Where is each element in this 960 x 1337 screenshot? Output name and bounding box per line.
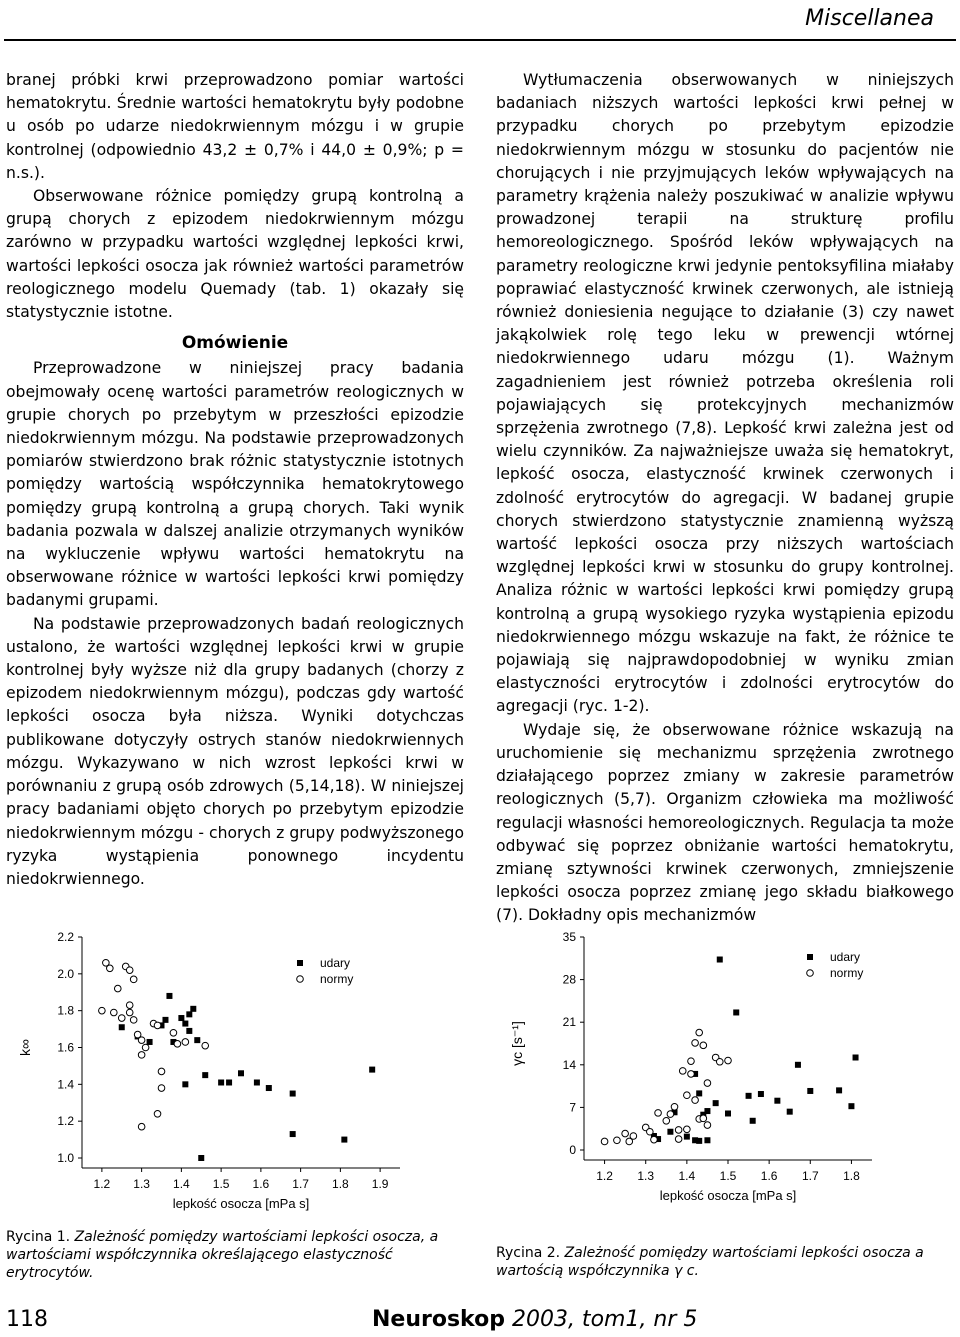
y-tick-label: 28	[562, 972, 576, 987]
y-axis-label: k∞	[17, 1039, 33, 1056]
data-point-udary	[725, 1110, 731, 1116]
y-tick-label: 35	[562, 930, 576, 944]
figure-2	[488, 925, 960, 1220]
right-column	[496, 69, 954, 928]
y-tick-label: 0	[569, 1143, 576, 1157]
x-tick-label: 1.4	[678, 1169, 696, 1183]
data-point-udary	[807, 1088, 813, 1094]
data-point-normy	[601, 1138, 608, 1145]
data-point-normy	[630, 1133, 637, 1140]
y-tick-label: 21	[562, 1015, 576, 1030]
data-point-udary	[202, 1072, 208, 1078]
data-point-udary	[254, 1079, 260, 1085]
data-point-normy	[692, 1097, 699, 1104]
data-point-normy	[725, 1057, 732, 1064]
data-point-normy	[138, 1123, 145, 1130]
data-point-normy	[174, 1041, 181, 1048]
x-tick-label: 1.7	[292, 1177, 309, 1191]
data-point-normy	[704, 1122, 711, 1129]
data-point-normy	[622, 1130, 629, 1137]
data-point-normy	[704, 1080, 711, 1087]
legend-label: udary	[830, 950, 861, 964]
y-axis-label: γc [s⁻¹]	[509, 1021, 525, 1066]
y-tick-label: 2.0	[57, 966, 74, 981]
x-tick-label: 1.8	[332, 1177, 349, 1191]
data-point-normy	[158, 1068, 165, 1075]
data-point-normy	[114, 985, 121, 992]
journal-name: Neuroskop	[372, 1307, 505, 1332]
data-point-udary	[750, 1118, 756, 1124]
data-point-normy	[142, 1044, 149, 1051]
data-point-normy	[182, 1039, 189, 1046]
data-point-udary	[238, 1070, 244, 1076]
data-point-udary	[696, 1090, 702, 1096]
data-point-normy	[675, 1127, 682, 1134]
data-point-normy	[107, 965, 114, 972]
caption-text: Zależność pomiędzy wartościami lepkości osocza a wartością współczynnika γ c.	[496, 1245, 924, 1279]
data-point-normy	[663, 1117, 670, 1124]
y-tick-label: 14	[562, 1057, 576, 1072]
data-point-normy	[692, 1040, 699, 1047]
x-axis-label: lepkość osocza [mPa s]	[659, 1188, 797, 1203]
data-point-normy	[126, 1002, 133, 1009]
legend-marker-normy	[297, 976, 304, 983]
data-point-udary	[369, 1067, 375, 1073]
y-tick-label: 1.8	[57, 1003, 74, 1018]
data-point-udary	[713, 1100, 719, 1106]
paragraph: Na podstawie przeprowadzonych badań reologicznych ustalono, że wartości względnej lepkości krwi w grupie kontrolnej były wyższe niż dla grupy badanych (chorzy z epizodem niedokrwiennym mózgu), podczas gdy wartość lepkości osocza była niższa. Wyniki dotychczas publikowane dotyczyły ostrych stanów niedokrwiennych mózgu. Wykazywano w nich wzrost lepkości krwi w porównaniu z grupą osób zdrowych (5,14,18). W niniejszej pracy badaniami objęto chorych po przebytym epizodzie niedokrwiennym mózgu - chorych z grupy podwyższonego ryzyka wystąpienia ponownego incydentu niedokrwiennego.	[6, 614, 464, 888]
data-point-normy	[99, 1007, 106, 1014]
legend-label: udary	[320, 956, 351, 970]
data-point-normy	[696, 1029, 703, 1036]
data-point-udary	[696, 1138, 702, 1144]
caption-label: Rycina 2.	[496, 1245, 561, 1261]
data-point-normy	[126, 967, 133, 974]
data-point-udary	[218, 1079, 224, 1085]
legend-label: normy	[830, 966, 864, 980]
legend-label: normy	[320, 972, 354, 986]
data-point-normy	[675, 1136, 682, 1143]
data-point-udary	[147, 1039, 153, 1045]
section-heading: Omówienie	[181, 333, 289, 354]
figure-1-chart	[0, 925, 470, 1220]
figure-1-caption	[6, 1228, 468, 1282]
y-tick-label: 1.4	[57, 1077, 74, 1092]
data-point-udary	[162, 1017, 168, 1023]
data-point-udary	[787, 1109, 793, 1115]
data-point-normy	[170, 1029, 177, 1036]
x-tick-label: 1.9	[371, 1177, 389, 1191]
data-point-udary	[704, 1108, 710, 1114]
data-point-udary	[717, 957, 723, 963]
caption-text: Zależność pomiędzy wartościami lepkości osocza, a wartościami współczynnika określającego elastyczność erytrocytów.	[6, 1229, 439, 1281]
data-point-udary	[758, 1091, 764, 1097]
x-tick-label: 1.2	[93, 1177, 111, 1191]
data-point-udary	[182, 1081, 188, 1087]
figure-2-chart	[488, 925, 960, 1220]
data-point-normy	[679, 1068, 686, 1075]
journal-citation	[372, 1307, 697, 1332]
data-point-udary	[266, 1085, 272, 1091]
left-column	[6, 69, 464, 891]
data-point-udary	[848, 1103, 854, 1109]
y-tick-label: 7	[569, 1100, 576, 1115]
data-point-normy	[667, 1111, 674, 1118]
data-point-udary	[684, 1134, 690, 1140]
legend-marker-normy	[807, 970, 814, 977]
data-point-udary	[290, 1131, 296, 1137]
paragraph: branej próbki krwi przeprowadzono pomiar wartości hematokrytu. Średnie wartości hematokrytu były podobne u osób po udarze niedokrwiennym mózgu i w grupie kontrolnej (odpowiednio 43,2 ± 0,7% i 44,0 ± 0,9%; p = n.s.).	[6, 71, 464, 182]
y-tick-label: 1.2	[57, 1114, 74, 1129]
x-tick-label: 1.4	[173, 1177, 190, 1191]
data-point-normy	[688, 1058, 695, 1065]
data-point-normy	[126, 1009, 133, 1016]
data-point-normy	[700, 1042, 707, 1049]
legend-marker-udary	[807, 954, 813, 960]
legend-marker-udary	[297, 960, 303, 966]
data-point-udary	[226, 1079, 232, 1085]
data-point-normy	[130, 1017, 137, 1024]
data-point-normy	[651, 1136, 658, 1143]
data-point-normy	[154, 1111, 161, 1118]
figure-2-caption	[496, 1244, 958, 1280]
data-point-udary	[166, 993, 172, 999]
data-point-udary	[774, 1098, 780, 1104]
paragraph: Wydaje się, że obserwowane różnice wskazują na uruchomienie się mechanizmu sprzężenia zwrotnego działającego poprzez zmiany w zakresie parametrów reologicznych (5,7). Organizm człowieka ma możliwość regulacji własności hemoreologicznych. Regulacja ta może odbywać się poprzez obniżanie wartości hematokrytu, zmianę sztywności krwinek czerwonych, zmniejszenie lepkości osocza poprzez zmianę jego składu białkowego (7). Dokładny opis mechanizmów	[496, 720, 954, 925]
data-point-normy	[202, 1042, 209, 1049]
data-point-normy	[111, 1009, 118, 1016]
data-point-udary	[186, 1011, 192, 1017]
data-point-udary	[795, 1062, 801, 1068]
data-point-udary	[182, 1021, 188, 1027]
data-point-udary	[119, 1024, 125, 1030]
y-tick-label: 1.6	[57, 1040, 74, 1055]
x-tick-label: 1.2	[596, 1169, 613, 1183]
header-rule	[4, 39, 956, 41]
data-point-normy	[118, 1015, 125, 1022]
caption-label: Rycina 1.	[6, 1229, 71, 1245]
data-point-udary	[704, 1137, 710, 1143]
data-point-normy	[647, 1128, 654, 1135]
data-point-normy	[138, 1052, 145, 1059]
data-point-normy	[138, 1037, 145, 1044]
paragraph: Przeprowadzone w niniejszej pracy badania obejmowały ocenę wartości parametrów reologicznych w grupie chorych po przebytym w przeszłości epizodzie niedokrwiennym mózgu. Na podstawie przeprowadzonych pomiarów stwierdzono brak różnic statystycznie istotnych pomiędzy wartością współczynnika hematokrytowego pomiędzy grupą kontrolną a grupą chorych. Taki wynik badania pozwala w dalszej analizie otrzymanych wyników na wykluczenie wpływu wartości hematokrytu na obserwowane różnice w wartości lepkości krwi pomiędzy badanymi grupami.	[6, 359, 464, 610]
x-tick-label: 1.6	[252, 1177, 270, 1191]
data-point-udary	[194, 1037, 200, 1043]
data-point-udary	[836, 1087, 842, 1093]
data-point-normy	[716, 1058, 723, 1065]
x-tick-label: 1.7	[801, 1169, 819, 1183]
x-tick-label: 1.6	[760, 1169, 778, 1183]
data-point-udary	[186, 1028, 192, 1034]
data-point-udary	[853, 1054, 859, 1060]
data-point-normy	[158, 1085, 165, 1092]
x-tick-label: 1.8	[843, 1169, 860, 1183]
data-point-normy	[671, 1103, 678, 1110]
data-point-normy	[684, 1092, 691, 1099]
x-tick-label: 1.3	[637, 1169, 655, 1183]
data-point-udary	[341, 1137, 347, 1143]
data-point-udary	[190, 1006, 196, 1012]
y-tick-label: 2.2	[57, 930, 74, 944]
journal-volume: 2003, tom1, nr 5	[504, 1307, 698, 1332]
data-point-normy	[688, 1071, 695, 1078]
data-point-normy	[154, 1022, 161, 1029]
data-point-normy	[130, 976, 137, 983]
x-tick-label: 1.5	[719, 1169, 737, 1183]
data-point-normy	[614, 1137, 621, 1144]
paragraph: Obserwowane różnice pomiędzy grupą kontrolną a grupą chorych z epizodem niedokrwiennym mózgu zarówno w przypadku wartości względnej lepkości krwi, wartości lepkości osocza jak również wartości parametrów reologicznego modelu Quemady (tab. 1) okazały się statystycznie istotne.	[6, 187, 464, 322]
page-number: 118	[6, 1307, 48, 1332]
data-point-normy	[684, 1126, 691, 1133]
running-header: Miscellanea	[805, 6, 934, 31]
x-tick-label: 1.3	[133, 1177, 150, 1191]
data-point-udary	[178, 1015, 184, 1021]
data-point-udary	[733, 1009, 739, 1015]
x-tick-label: 1.5	[212, 1177, 230, 1191]
paragraph: Wytłumaczenia obserwowanych w niniejszych badaniach niższych wartości lepkości krwi pełnej w przypadku chorych po przebytym epizodzie niedokrwiennym mózgu w stosunku do pacjentów nie chorujących i nie przyjmujących leków wpływających na parametry krążenia należy poszukiwać w analizie wpływu prowadzonej terapii na strukturę profilu hemoreologicznego. Spośród leków wpływających na parametry reologiczne krwi jedynie pentoksyfilina miałaby poprawiać elastyczność krwinek czerwonych, ale istnieją również doniesienia negujące to działanie (3) czy nawet jakąkolwiek rolę tego leku w prewencji wtórnej niedokrwiennego udaru mózgu (1). Ważnym zagadnieniem jest również potrzeba określenia roli pojawiających się protekcyjnych mechanizmów sprzężenia zwrotnego (7,8). Lepkość krwi zależna jest od wielu czynników. Za najważniejsze uważa się hematokryt, lepkość osocza, elastyczność krwinek czerwonych i zdolność erytrocytów do agregacji. W badanej grupie chorych stwierdzono statystycznie znamienną wyższą wartość lepkości osocza przy niższych wartościach względnej lepkości krwi w stosunku do grupy kontrolnej. Analiza różnic w wartości lepkości krwi pomiędzy grupą kontrolną a grupą wysokiego ryzyka wystąpienia epizodu niedokrwiennego mózgu wskazuje na fakt, że różnice te pojawiają się najprawdopodobniej w wyniku zmian elastyczności erytrocytów i zdolności erytrocytów do agregacji (ryc. 1-2).	[496, 71, 954, 716]
data-point-udary	[198, 1155, 204, 1161]
data-point-normy	[700, 1115, 707, 1122]
data-point-normy	[655, 1110, 662, 1117]
x-axis-label: lepkość osocza [mPa s]	[172, 1196, 310, 1211]
data-point-udary	[746, 1093, 752, 1099]
y-tick-label: 1.0	[57, 1151, 74, 1165]
data-point-udary	[290, 1091, 296, 1097]
figure-1	[0, 925, 470, 1220]
data-point-udary	[667, 1129, 673, 1135]
